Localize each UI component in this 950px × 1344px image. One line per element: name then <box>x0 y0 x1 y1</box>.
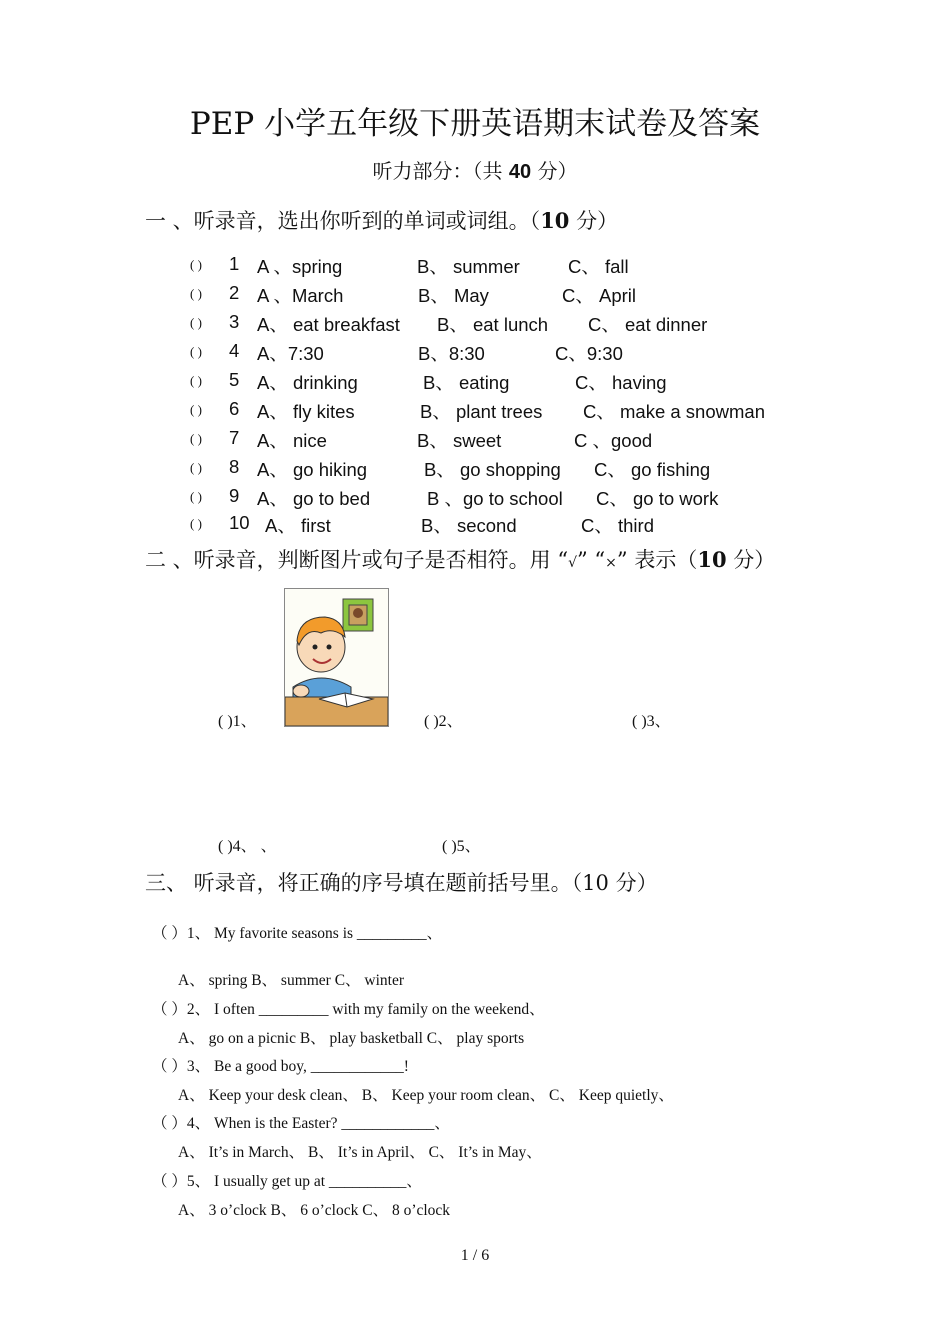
answer-paren: ( ) <box>190 373 202 388</box>
option-b: B、 second <box>421 515 517 536</box>
option-c: C、 having <box>575 372 667 393</box>
subtitle-pre: 听力部分：（共 <box>372 159 509 183</box>
option-a: A、 go to bed <box>257 488 371 509</box>
option-b: B、 go shopping <box>424 459 561 480</box>
option-a: A、 nice <box>257 430 327 451</box>
section2-heading-end: 分） <box>726 548 776 572</box>
section3-question-3: （ ）3、 Be a good boy, ____________! <box>152 1058 409 1075</box>
section2-score: 10 <box>697 547 727 572</box>
section3-heading: 三、 听录音，将正确的序号填在题前括号里。（10 分） <box>145 871 658 895</box>
listening-part-subtitle <box>0 155 950 184</box>
cross-mark-icon: × <box>605 555 617 571</box>
section3-question-5: （ ）5、 I usually get up at __________、 <box>152 1173 422 1190</box>
option-b: B、8:30 <box>418 343 485 364</box>
subtitle-post: 分） <box>531 159 578 183</box>
question-number: 9 <box>229 485 240 506</box>
question-number: 4 <box>229 340 240 361</box>
option-a: A、 first <box>265 515 331 536</box>
option-b: B、 sweet <box>417 430 502 451</box>
answer-paren: ( ) <box>190 460 202 475</box>
question-number: 3 <box>229 311 240 332</box>
section3-options-3: A、 Keep your desk clean、 B、 Keep your room clean、 C、 Keep quietly、 <box>178 1087 674 1104</box>
section3-question-4: （ ）4、 When is the Easter? ____________、 <box>152 1115 450 1132</box>
option-b: B、 plant trees <box>420 401 543 422</box>
section1-heading-end: 分） <box>569 209 619 233</box>
option-c: C、 go fishing <box>594 459 711 480</box>
section3-options-5: A、 3 o’clock B、 6 o’clock C、 8 o’clock <box>178 1202 451 1219</box>
section2-item-4: ( )4、 、 <box>218 838 277 855</box>
section2-item-5: ( )5、 <box>442 838 481 855</box>
answer-paren: ( ) <box>190 431 202 446</box>
option-c: C、 eat dinner <box>588 314 708 335</box>
option-c: C、 April <box>562 285 637 306</box>
page-title: PEP 小学五年级下册英语期末试卷及答案 <box>189 106 761 142</box>
answer-paren: ( ) <box>190 516 202 531</box>
option-b: B、 summer <box>417 256 520 277</box>
answer-paren: ( ) <box>190 402 202 417</box>
question-number: 2 <box>229 282 240 303</box>
question-number: 6 <box>229 398 240 419</box>
section3-options-2: A、 go on a picnic B、 play basketball C、 play sports <box>178 1030 525 1047</box>
section3-options-4: A、 It’s in March、 B、 It’s in April、 C、 It’s in May、 <box>178 1144 542 1161</box>
section2-item-2: ( )2、 <box>424 713 463 730</box>
option-a: A 、spring <box>257 256 343 277</box>
option-b: B、 eat lunch <box>437 314 549 335</box>
option-b: B 、go to school <box>427 488 563 509</box>
question-number: 1 <box>229 253 240 274</box>
option-c: C、9:30 <box>555 343 623 364</box>
option-c: C、 go to work <box>596 488 719 509</box>
question-number: 8 <box>229 456 240 477</box>
option-a: A、 drinking <box>257 372 358 393</box>
option-c: C、 make a snowman <box>583 401 765 422</box>
answer-paren: ( ) <box>190 257 202 272</box>
question-number: 5 <box>229 369 240 390</box>
section2-heading-text: 二 、听录音，判断图片或句子是否相符。用 “ <box>145 548 569 572</box>
section2-item-3: ( )3、 <box>632 713 671 730</box>
answer-paren: ( ) <box>190 286 202 301</box>
section3-question-2: （ ）2、 I often _________ with my family on the weekend、 <box>152 1001 545 1018</box>
option-b: B、 May <box>418 285 489 306</box>
check-mark-icon: √ <box>568 555 578 571</box>
option-b: B、 eating <box>423 372 510 393</box>
answer-paren: ( ) <box>190 489 202 504</box>
section1-score: 10 <box>540 208 570 233</box>
option-a: A、7:30 <box>257 343 324 364</box>
answer-paren: ( ) <box>190 315 202 330</box>
question-number: 7 <box>229 427 240 448</box>
option-a: A、 go hiking <box>257 459 368 480</box>
question-number: 10 <box>229 512 250 533</box>
option-c: C、 third <box>581 515 654 536</box>
section2-heading-mid: ” “ <box>577 548 606 572</box>
section1-heading <box>145 205 618 235</box>
section1-heading-text: 一 、听录音，选出你听到的单词或词组。（ <box>145 209 541 233</box>
option-a: A 、March <box>257 285 344 306</box>
option-a: A、 eat breakfast <box>257 314 400 335</box>
page-number: 1 / 6 <box>460 1247 490 1264</box>
option-c: C 、good <box>574 430 653 451</box>
section2-item-1: ( )1、 <box>218 713 257 730</box>
option-c: C、 fall <box>568 256 629 277</box>
section3-options-1: A、 spring B、 summer C、 winter <box>178 972 405 989</box>
option-a: A、 fly kites <box>257 401 355 422</box>
subtitle-score: 40 <box>508 161 532 183</box>
boy-reading-picture <box>284 588 389 727</box>
section3-question-1: （ ）1、 My favorite seasons is _________、 <box>152 925 443 942</box>
section2-heading <box>145 544 775 574</box>
answer-paren: ( ) <box>190 344 202 359</box>
section2-heading-post: ” 表示（ <box>616 548 698 572</box>
